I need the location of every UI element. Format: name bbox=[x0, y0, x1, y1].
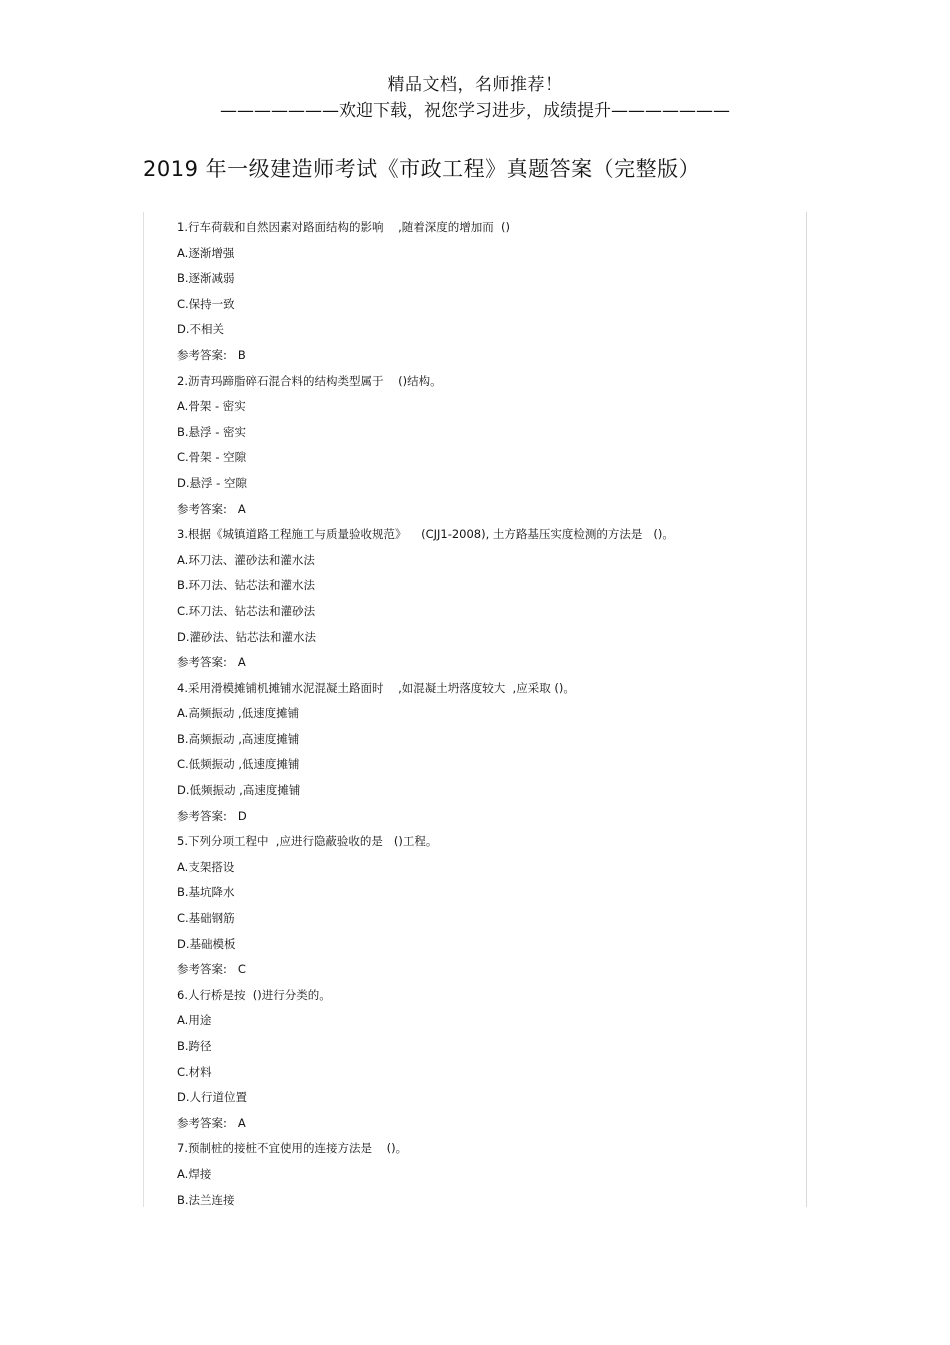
header-welcome-line: ———————欢迎下载，祝您学习进步，成绩提升——————— bbox=[220, 101, 730, 121]
header-tagline: 精品文档，名师推荐！ bbox=[387, 75, 563, 95]
option-text: B.高频振动 ,高速度摊铺 bbox=[177, 731, 300, 746]
option-text: C.保持一致 bbox=[177, 296, 235, 311]
option-text: A.焊接 bbox=[177, 1166, 212, 1181]
option-text: B.逐渐减弱 bbox=[177, 271, 235, 286]
question-text: 7.预制桩的接桩不宜使用的连接方法是 ()。 bbox=[177, 1141, 408, 1156]
question-text: 4.采用滑模摊铺机摊铺水泥混凝土路面时 ,如混凝土坍落度较大 ,应采取 ()。 bbox=[177, 680, 575, 695]
option-text: D.悬浮 - 空隙 bbox=[177, 475, 247, 490]
option-text: B.悬浮 - 密实 bbox=[177, 424, 247, 439]
content-frame-left-border bbox=[143, 212, 144, 1207]
answer-text: 参考答案: D bbox=[177, 808, 247, 823]
option-text: B.基坑降水 bbox=[177, 885, 235, 900]
question-text: 2.沥青玛蹄脂碎石混合料的结构类型属于 ()结构。 bbox=[177, 373, 442, 388]
answer-text: 参考答案: A bbox=[177, 501, 246, 516]
answer-text: 参考答案: C bbox=[177, 962, 246, 977]
option-text: A.用途 bbox=[177, 1013, 212, 1028]
option-text: A.支架搭设 bbox=[177, 859, 235, 874]
question-text: 1.行车荷载和自然因素对路面结构的影响 ,随着深度的增加而 () bbox=[177, 220, 511, 234]
option-text: C.材料 bbox=[177, 1064, 212, 1079]
option-text: A.环刀法、灌砂法和灌水法 bbox=[177, 552, 315, 567]
question-text: 3.根据《城镇道路工程施工与质量验收规范》 (CJJ1-2008), 土方路基压实度检测的方法是 ()。 bbox=[177, 527, 674, 542]
question-text: 6.人行桥是按 ()进行分类的。 bbox=[177, 987, 331, 1002]
option-text: B.法兰连接 bbox=[177, 1192, 235, 1207]
option-text: A.高频振动 ,低速度摊铺 bbox=[177, 706, 300, 721]
question-list bbox=[177, 218, 797, 1216]
option-text: C.低频振动 ,低速度摊铺 bbox=[177, 757, 300, 772]
answer-text: 参考答案: A bbox=[177, 1115, 246, 1130]
answer-text: 参考答案: B bbox=[177, 347, 246, 362]
option-text: D.人行道位置 bbox=[177, 1090, 248, 1105]
option-text: B.跨径 bbox=[177, 1039, 212, 1053]
option-text: C.骨架 - 空隙 bbox=[177, 450, 247, 465]
option-text: D.低频振动 ,高速度摊铺 bbox=[177, 783, 301, 798]
option-text: D.基础模板 bbox=[177, 936, 236, 951]
option-text: B.环刀法、钻芯法和灌水法 bbox=[177, 578, 316, 593]
question-text: 5.下列分项工程中 ,应进行隐蔽验收的是 ()工程。 bbox=[177, 834, 438, 849]
answer-text: 参考答案: A bbox=[177, 655, 246, 670]
document-title: 2019 年一级建造师考试《市政工程》真题答案（完整版） bbox=[143, 157, 701, 181]
option-text: D.灌砂法、钻芯法和灌水法 bbox=[177, 629, 317, 644]
option-text: C.环刀法、钻芯法和灌砂法 bbox=[177, 603, 316, 618]
option-text: C.基础钢筋 bbox=[177, 911, 235, 926]
option-text: D.不相关 bbox=[177, 322, 225, 337]
option-text: A.骨架 - 密实 bbox=[177, 399, 246, 414]
content-frame-right-border bbox=[806, 212, 807, 1207]
option-text: A.逐渐增强 bbox=[177, 245, 235, 260]
